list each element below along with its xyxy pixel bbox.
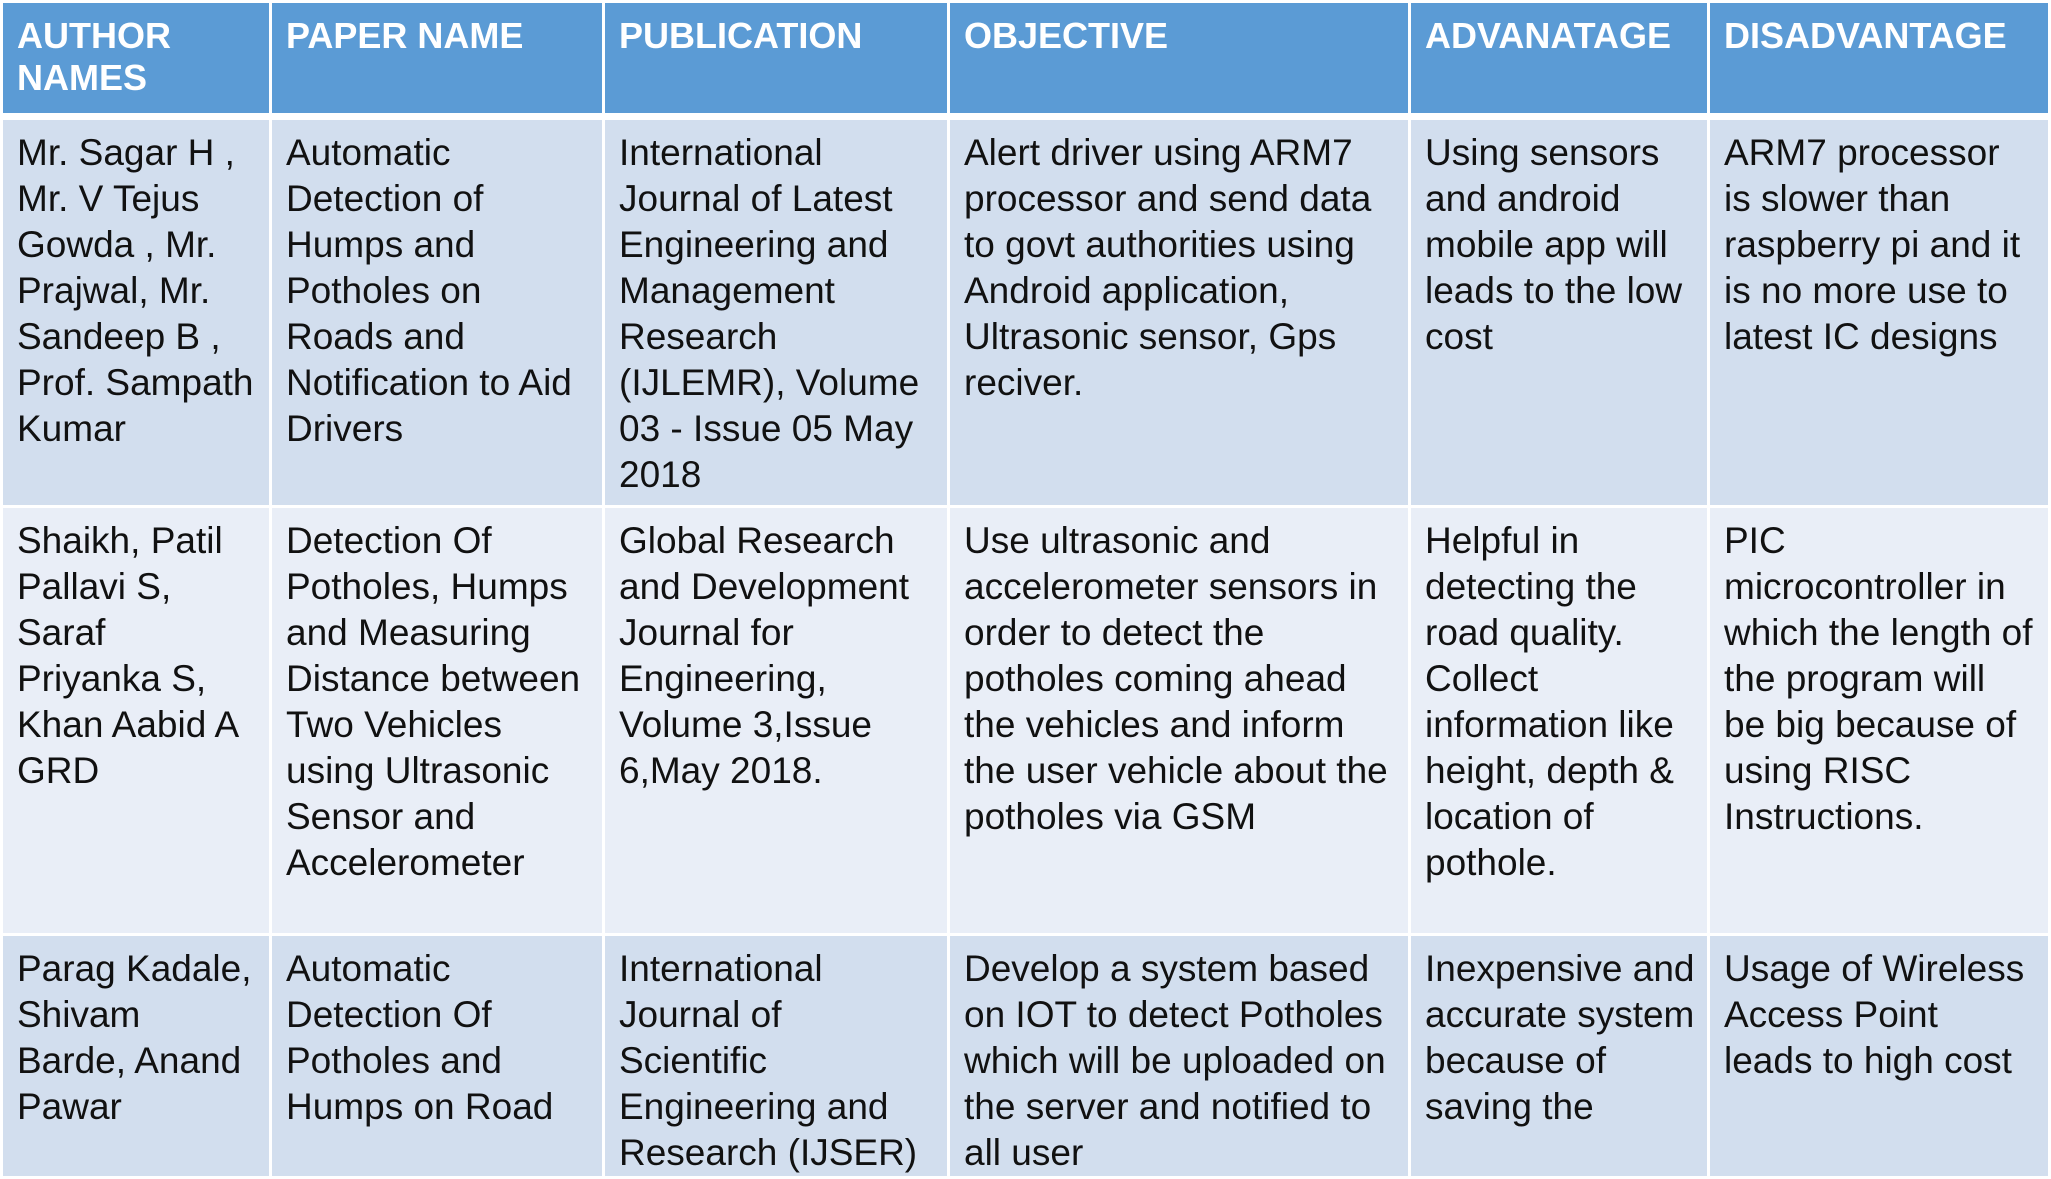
cell-objective: Alert driver using ARM7 processor and send data to govt authorities using Android application, Ultrasonic sensor, Gps reciver. (949, 117, 1410, 507)
cell-publication: International Journal of Scientific Engineering and Research (IJSER) (604, 935, 949, 1178)
table-row (2, 935, 2050, 1178)
table-row (2, 117, 2050, 507)
header-objective: OBJECTIVE (949, 2, 1410, 117)
cell-paper-name: Automatic Detection of Humps and Potholes on Roads and Notification to Aid Drivers (271, 117, 604, 507)
cell-author-names: Shaikh, Patil Pallavi S, Saraf Priyanka S, Khan Aabid A GRD (2, 507, 271, 935)
cell-advantage: Helpful in detecting the road quality. Collect information like height, depth & location of pothole. (1410, 507, 1709, 935)
header-disadvantage: DISADVANTAGE (1709, 2, 2050, 117)
cell-objective: Use ultrasonic and accelerometer sensors in order to detect the potholes coming ahead the vehicles and inform the user vehicle about the potholes via GSM (949, 507, 1410, 935)
cell-objective: Develop a system based on IOT to detect Potholes which will be uploaded on the server and notified to all user (949, 935, 1410, 1178)
header-publication: PUBLICATION (604, 2, 949, 117)
cell-advantage: Inexpensive and accurate system because of saving the (1410, 935, 1709, 1178)
cell-publication: Global Research and Development Journal for Engineering, Volume 3,Issue 6,May 2018. (604, 507, 949, 935)
cell-author-names: Parag Kadale, Shivam Barde, Anand Pawar (2, 935, 271, 1178)
cell-paper-name: Detection Of Potholes, Humps and Measuring Distance between Two Vehicles using Ultrasonic Sensor and Accelerometer (271, 507, 604, 935)
header-paper-name: PAPER NAME (271, 2, 604, 117)
header-row (2, 2, 2050, 117)
header-advantage: ADVANATAGE (1410, 2, 1709, 117)
cell-paper-name: Automatic Detection Of Potholes and Humps on Road (271, 935, 604, 1178)
cell-author-names: Mr. Sagar H , Mr. V Tejus Gowda , Mr. Prajwal, Mr. Sandeep B , Prof. Sampath Kumar (2, 117, 271, 507)
cell-disadvantage: ARM7 processor is slower than raspberry pi and it is no more use to latest IC designs (1709, 117, 2050, 507)
table-row (2, 507, 2050, 935)
header-author-names: AUTHOR NAMES (2, 2, 271, 117)
cell-publication: International Journal of Latest Engineering and Management Research (IJLEMR), Volume 03 - Issue 05 May 2018 (604, 117, 949, 507)
cell-advantage: Using sensors and android mobile app will leads to the low cost (1410, 117, 1709, 507)
cell-disadvantage: Usage of Wireless Access Point leads to high cost (1709, 935, 2050, 1178)
cell-disadvantage: PIC microcontroller in which the length of the program will be big because of using RISC Instructions. (1709, 507, 2050, 935)
